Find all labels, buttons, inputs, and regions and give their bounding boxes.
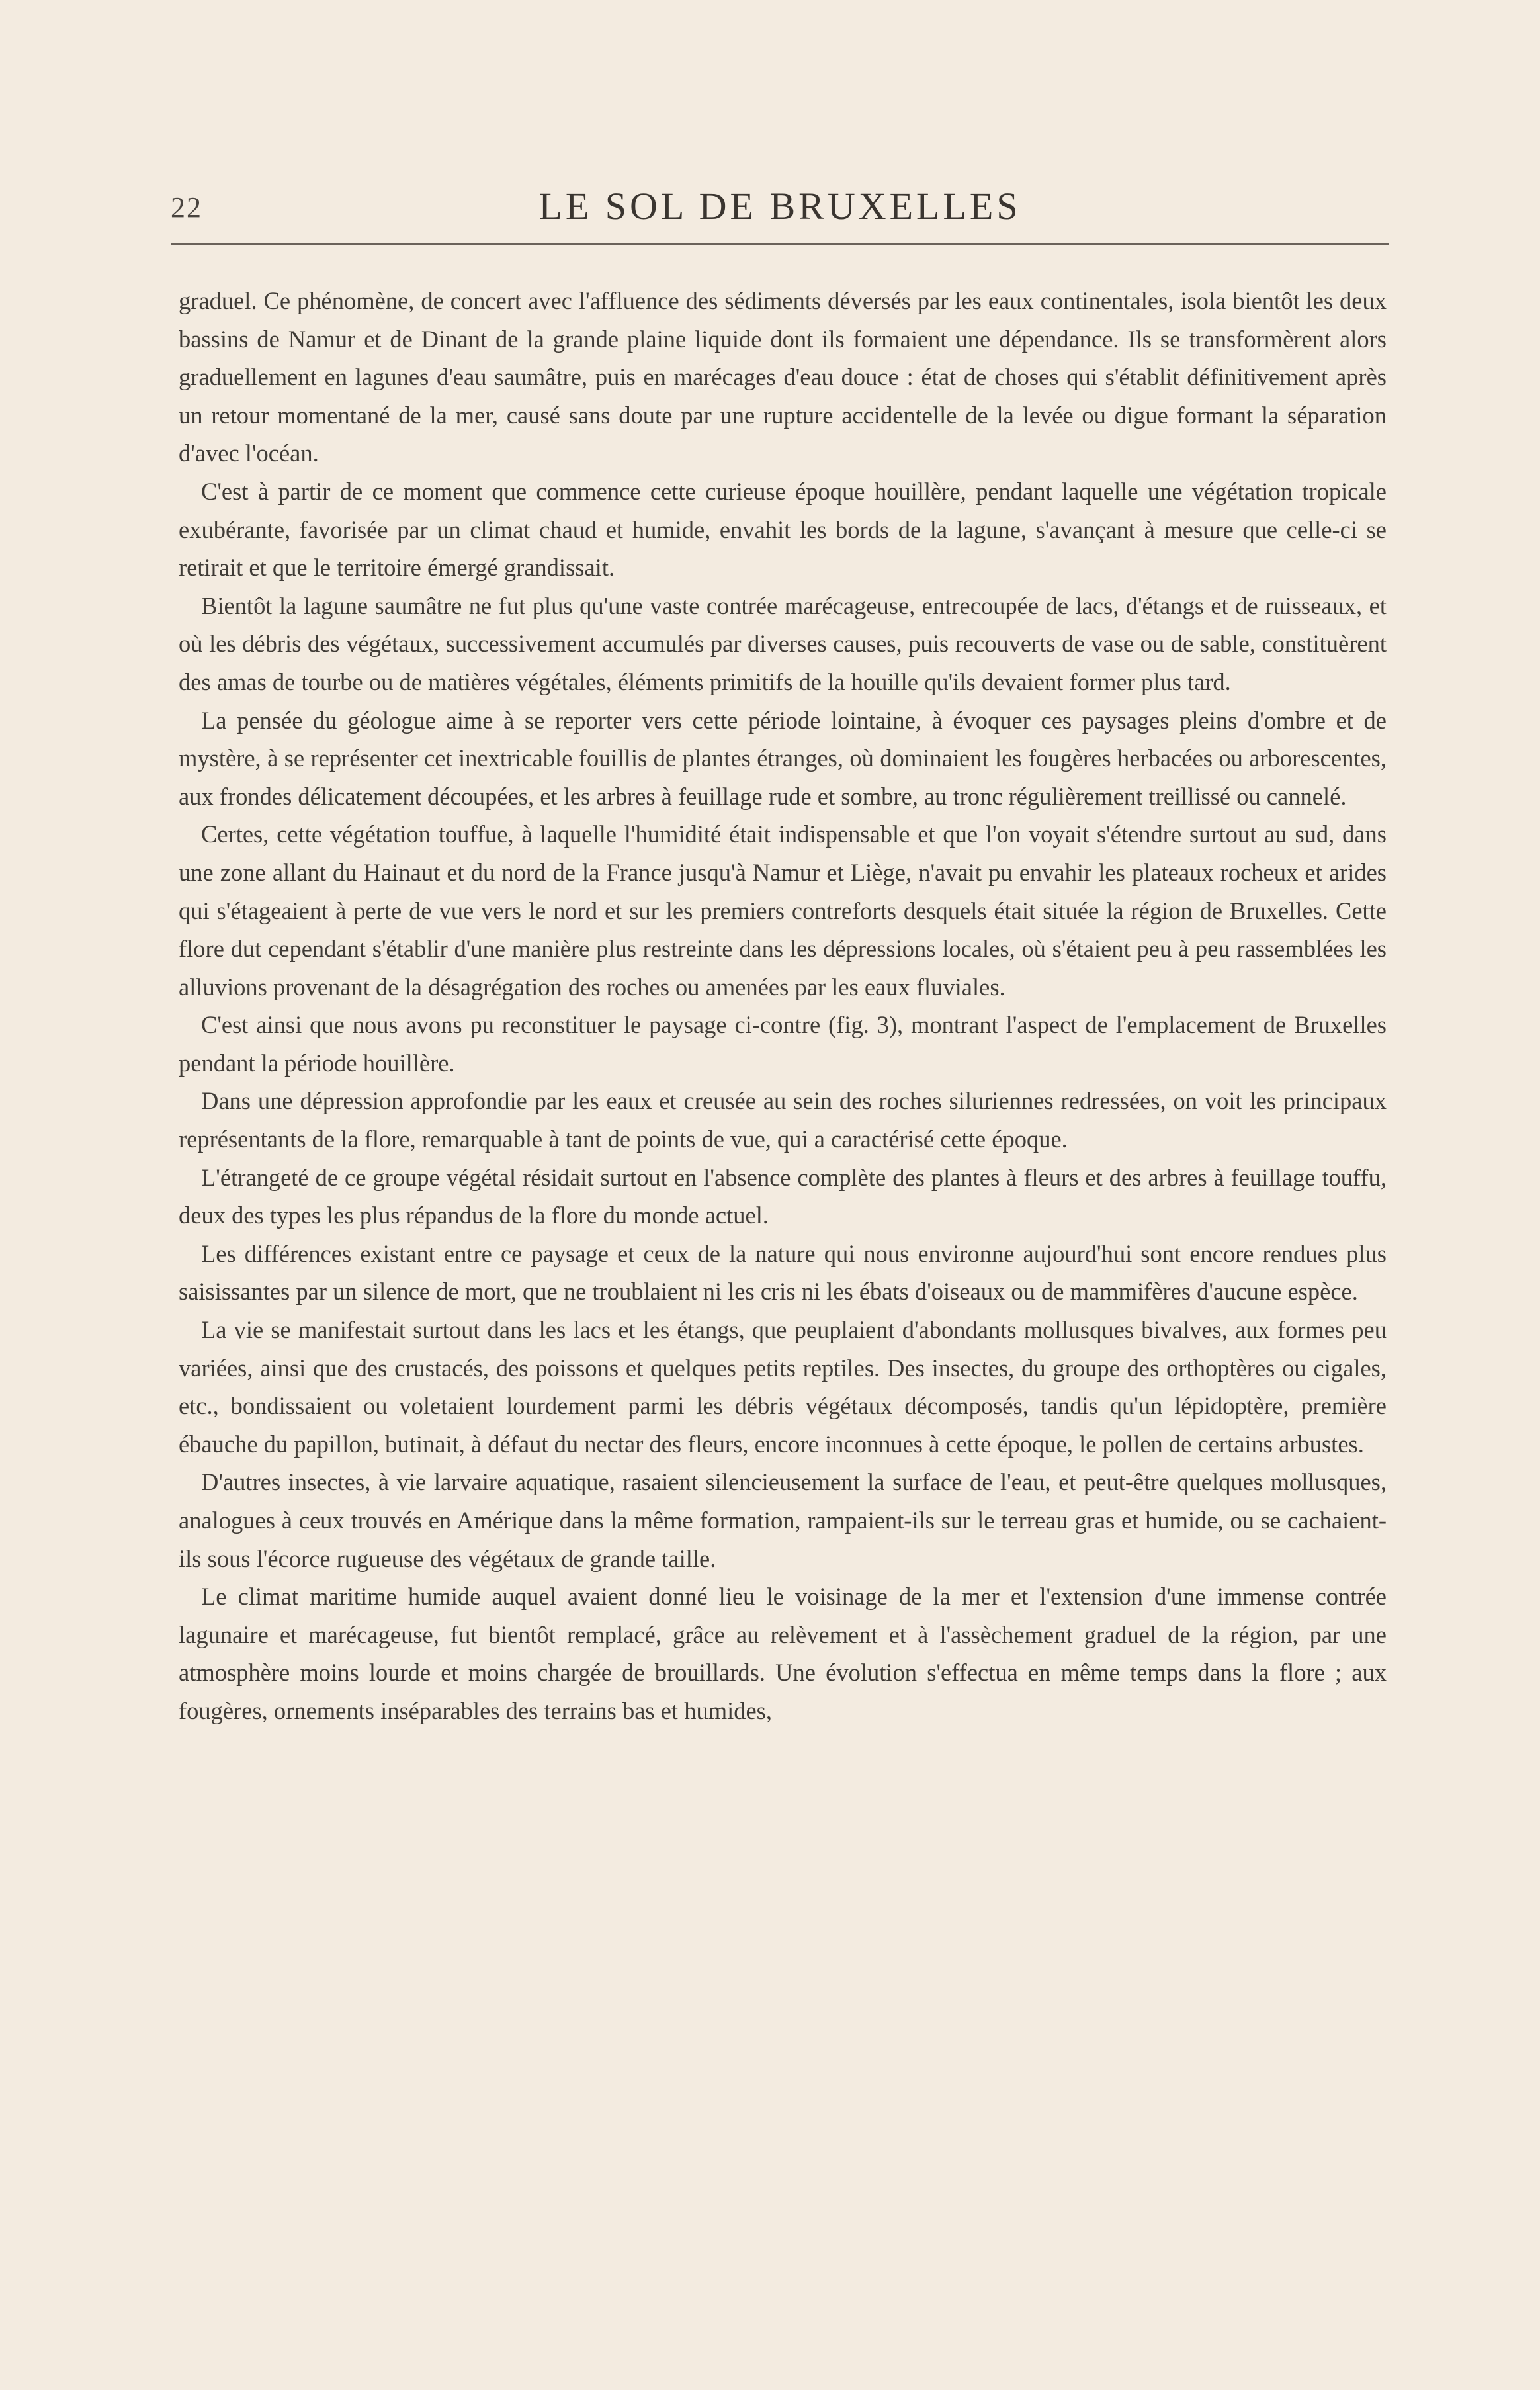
paragraph: Bientôt la lagune saumâtre ne fut plus qu'une vaste contrée marécageuse, entrecoupée de lacs, d'étangs et de ruisseaux, et où les débris des végétaux, successivement accumulés par diverses causes, puis recouverts de vase ou de sable, constituèrent des amas de tourbe ou de matières végétales, éléments primitifs de la houille qu'ils devaient former plus tard.: [179, 592, 1387, 695]
paragraph: L'étrangeté de ce groupe végétal résidait surtout en l'absence complète des plantes à fleurs et des arbres à feuillage touffu, deux des types les plus répandus de la flore du monde actuel.: [179, 1163, 1387, 1229]
paragraph: La pensée du géologue aime à se reporter vers cette période lointaine, à évoquer ces paysages pleins d'ombre et de mystère, à se représenter cet inextricable fouillis de plantes étranges, où dominaient les fougères herbacées ou arborescentes, aux frondes délicatement découpées, et les arbres à feuillage rude et sombre, au tronc régulièrement treillissé ou cannelé.: [179, 706, 1387, 810]
paragraph: C'est à partir de ce moment que commence cette curieuse époque houillère, pendant laquelle une végétation tropicale exubérante, favorisée par un climat chaud et humide, envahit les bords de la lagune, s'avançant à mesure que celle-ci se retirait et que le territoire émergé grandissait.: [179, 477, 1387, 582]
paragraph: Certes, cette végétation touffue, à laquelle l'humidité était indispensable et que l'on voyait s'étendre surtout au sud, dans une zone allant du Hainaut et du nord de la France jusqu'à Namur et Liège, n'avait pu envahir les plateaux rocheux et arides qui s'étageaient à perte de vue vers le nord et sur les premiers contreforts desquels était située la région de Bruxelles. Cette flore dut cependant s'établir d'une manière plus restreinte dans les dépressions locales, où s'étaient peu à peu rassemblées les alluvions provenant de la désagrégation des roches ou amenées par les eaux fluviales.: [179, 820, 1387, 1000]
body-text: [179, 282, 1387, 1730]
header-rule: [171, 243, 1389, 245]
page-number: 22: [171, 191, 202, 224]
paragraph: C'est ainsi que nous avons pu reconstituer le paysage ci-contre (fig. 3), montrant l'aspect de l'emplacement de Bruxelles pendant la période houillère.: [179, 1011, 1387, 1077]
paragraph: La vie se manifestait surtout dans les lacs et les étangs, que peuplaient d'abondants mollusques bivalves, aux formes peu variées, ainsi que des crustacés, des poissons et quelques petits reptiles. Des insectes, du groupe des orthoptères ou cigales, etc., bondissaient ou voletaient lourdement parmi les débris végétaux décomposés, tandis qu'un lépidoptère, première ébauche du papillon, butinait, à défaut du nectar des fleurs, encore inconnues à cette époque, le pollen de certains arbustes.: [179, 1316, 1387, 1458]
paragraph: graduel. Ce phénomène, de concert avec l'affluence des sédiments déversés par les eaux continentales, isola bientôt les deux bassins de Namur et de Dinant de la grande plaine liquide dont ils formaient une dépendance. Ils se transformèrent alors graduellement en lagunes d'eau saumâtre, puis en marécages d'eau douce : état de choses qui s'établit définitivement après un retour momentané de la mer, causé sans doute par une rupture accidentelle de la levée ou digue formant la séparation d'avec l'océan.: [179, 287, 1387, 467]
running-head: [171, 184, 1389, 237]
paragraph: D'autres insectes, à vie larvaire aquatique, rasaient silencieusement la surface de l'eau, et peut-être quelques mollusques, analogues à ceux trouvés en Amérique dans la même formation, rampaient-ils sur le terreau gras et humide, ou se cachaient-ils sous l'écorce rugueuse des végétaux de grande taille.: [179, 1468, 1387, 1572]
running-title: LE SOL DE BRUXELLES: [538, 185, 1021, 228]
paragraph: Les différences existant entre ce paysage et ceux de la nature qui nous environne aujourd'hui sont encore rendues plus saisissantes par un silence de mort, que ne troublaient ni les cris ni les ébats d'oiseaux ou de mammifères d'aucune espèce.: [179, 1239, 1387, 1306]
paragraph: Le climat maritime humide auquel avaient donné lieu le voisinage de la mer et l'extension d'une immense contrée lagunaire et marécageuse, fut bientôt remplacé, grâce au relèvement et à l'assèchement graduel de la région, par une atmosphère moins lourde et moins chargée de brouillards. Une évolution s'effectua en même temps dans la flore ; aux fougères, ornements inséparables des terrains bas et humides,: [179, 1583, 1387, 1724]
paragraph: Dans une dépression approfondie par les eaux et creusée au sein des roches siluriennes redressées, on voit les principaux représentants de la flore, remarquable à tant de points de vue, qui a caractérisé cette époque.: [179, 1087, 1387, 1153]
